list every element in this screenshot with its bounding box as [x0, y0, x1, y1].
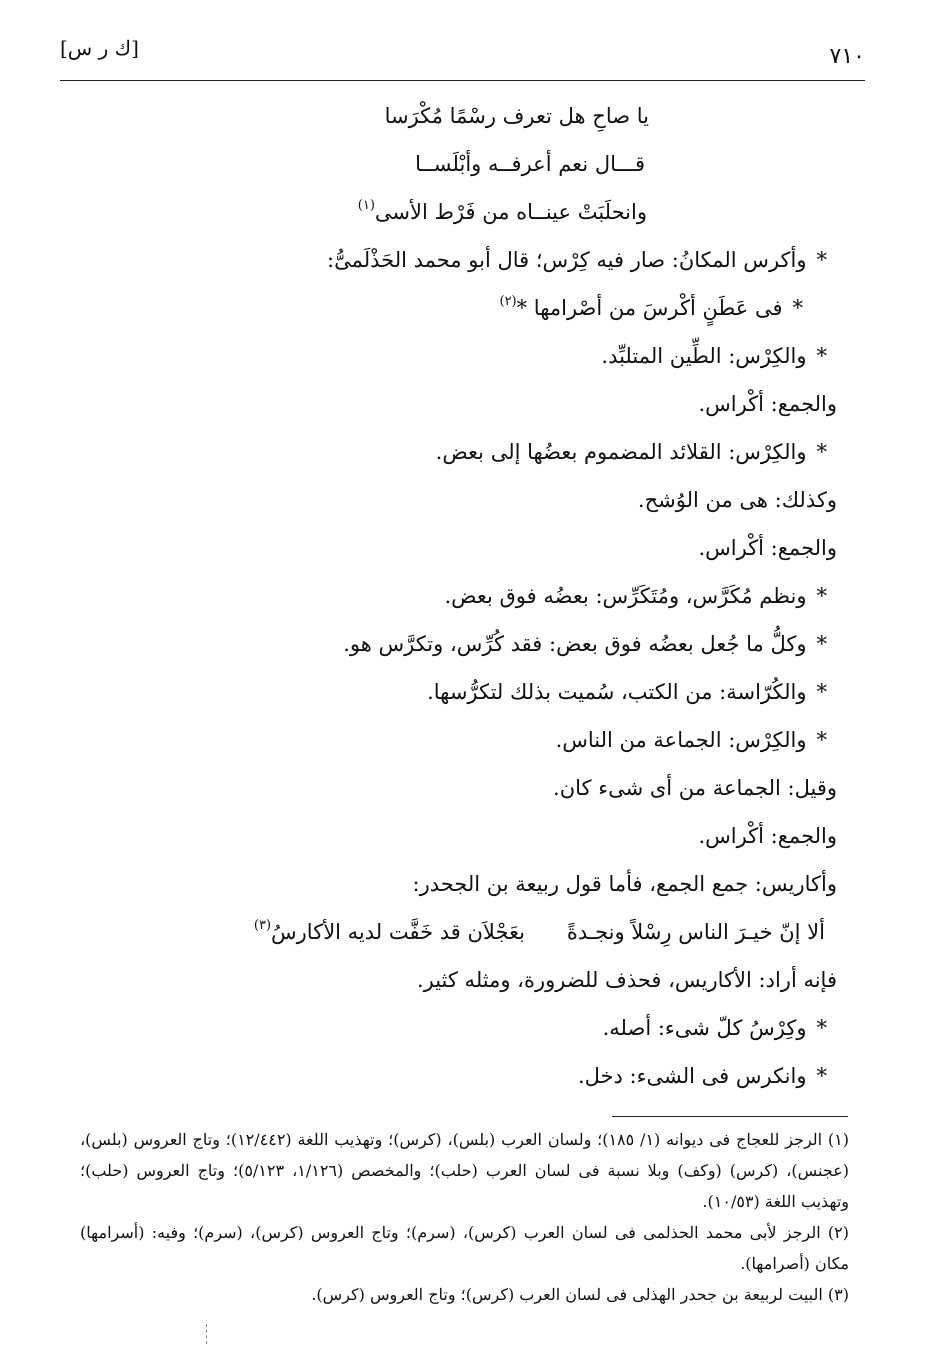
hemistich-first: ألا إنّ خيـرَ الناس رِسْلاً ونجـدةً: [566, 920, 825, 944]
line-text: والجمع: أكْراس.: [698, 536, 837, 560]
hemistich-second: [254, 908, 525, 956]
page-number: ٧١٠: [829, 44, 865, 69]
hemistich-second-text: بعَجْلاَن قد خَفَّت لديه الأكارسُ: [271, 920, 525, 944]
footnotes: [80, 1124, 849, 1310]
line-text: وانحلَبَتْ عينــاه من فَرْط الأسى: [374, 200, 647, 224]
text-line: [70, 1004, 837, 1052]
text-line: [70, 860, 837, 908]
footnote-2: (٢) الرجز لأبى محمد الحذلمى فى لسان العرب (كرس)، (سرم)؛ وتاج العروس (كرس)، (سرم)؛ وفيه: (أسرامها) مكان (أصرامها).: [80, 1223, 849, 1273]
text-line: [70, 140, 837, 188]
line-text: ونظم مُكَرَّس، ومُتَكَرِّس: بعضُه فوق بعض.: [444, 584, 807, 608]
text-line: [70, 284, 837, 332]
text-line: [70, 428, 837, 476]
text-line: [70, 572, 837, 620]
text-line: [70, 812, 837, 860]
stray-mark: [206, 1324, 208, 1344]
asterisk-bullet: *: [816, 248, 827, 272]
line-text: وانكرس فى الشىء: دخل.: [577, 1064, 807, 1088]
asterisk-bullet: *: [816, 1064, 827, 1088]
text-line: [70, 92, 837, 140]
header-rule: [60, 80, 865, 81]
text-line: [70, 620, 837, 668]
root-label: [ك ر س]: [60, 36, 139, 60]
footnote-ref: (٣): [253, 918, 272, 933]
asterisk-bullet: *: [792, 296, 803, 320]
line-text: قـــال نعم أعرفــه وأبْلَســا: [415, 152, 645, 176]
text-line: [70, 956, 837, 1004]
body-text: [70, 92, 837, 1100]
footnote-3: (٣) البيت لربيعة بن جحدر الهذلى فى لسان العرب (كرس)؛ وتاج العروس (كرس).: [311, 1285, 849, 1304]
line-text: وكلُّ ما جُعل بعضُه فوق بعض: فقد كُرِّس، وتكرَّس هو.: [343, 632, 807, 656]
asterisk-bullet: *: [816, 728, 827, 752]
text-line: [70, 668, 837, 716]
line-text: يا صاحِ هل تعرف رسْمًا مُكْرَسا: [384, 104, 649, 128]
line-text: وقيل: الجماعة من أى شىء كان.: [553, 776, 837, 800]
asterisk-bullet: *: [816, 344, 827, 368]
text-line: [70, 236, 837, 284]
text-line: [70, 1052, 837, 1100]
text-line: [70, 380, 837, 428]
line-text: والكِرْس: الطِّين المتلبِّد.: [601, 344, 807, 368]
footnote-1: (١) الرجز للعجاج فى ديوانه (١/ ١٨٥)؛ ولسان العرب (بلس)، (كرس)؛ وتهذيب اللغة (١٢/٤٤٢)؛ وتاج العروس (بلس)، (عجنس)، (كرس) (وكف) وبلا نسبة فى لسان العرب (حلب)؛ والمخصص (١/١٢٦، ٥/١٢٣)؛ وتاج العروس (حلب)؛ وتهذيب اللغة (١٠/٥٣).: [80, 1130, 849, 1211]
asterisk-bullet: *: [816, 680, 827, 704]
verse-couplet: [70, 908, 837, 956]
line-text: فى عَطَنٍ أكْرسَ من أصْرامها *: [516, 296, 783, 320]
line-text: والجمع: أكْراس.: [698, 824, 837, 848]
asterisk-bullet: *: [816, 440, 827, 464]
text-line: [70, 716, 837, 764]
asterisk-bullet: *: [816, 1016, 827, 1040]
asterisk-bullet: *: [816, 632, 827, 656]
footnote-ref: (١): [357, 198, 375, 213]
text-line: [70, 524, 837, 572]
line-text: وأكرس المكانُ: صار فيه كِرْس؛ قال أبو محمد الحَذْلَمىُّ:: [327, 248, 807, 272]
footnote-rule: [612, 1116, 848, 1117]
text-line: [70, 476, 837, 524]
line-text: والكِرْس: القلائد المضموم بعضُها إلى بعض.: [435, 440, 807, 464]
footnote-ref: (٢): [499, 294, 517, 309]
line-text: وكذلك: هى من الوُشح.: [637, 488, 837, 512]
text-line: [70, 764, 837, 812]
text-line: [70, 332, 837, 380]
line-text: وأكاريس: جمع الجمع، فأما قول ربيعة بن الجحدر:: [412, 872, 837, 896]
asterisk-bullet: *: [816, 584, 827, 608]
line-text: والكِرْس: الجماعة من الناس.: [555, 728, 807, 752]
line-text: والجمع: أكْراس.: [698, 392, 837, 416]
page-header: [60, 34, 865, 74]
text-line: [70, 188, 837, 236]
line-text: فإنه أراد: الأكاريس، فحذف للضرورة، ومثله كثير.: [416, 968, 837, 992]
line-text: والكُرّاسة: من الكتب، سُميت بذلك لتكرُّسها.: [427, 680, 807, 704]
line-text: وكِرْسُ كلّ شىء: أصله.: [602, 1016, 807, 1040]
